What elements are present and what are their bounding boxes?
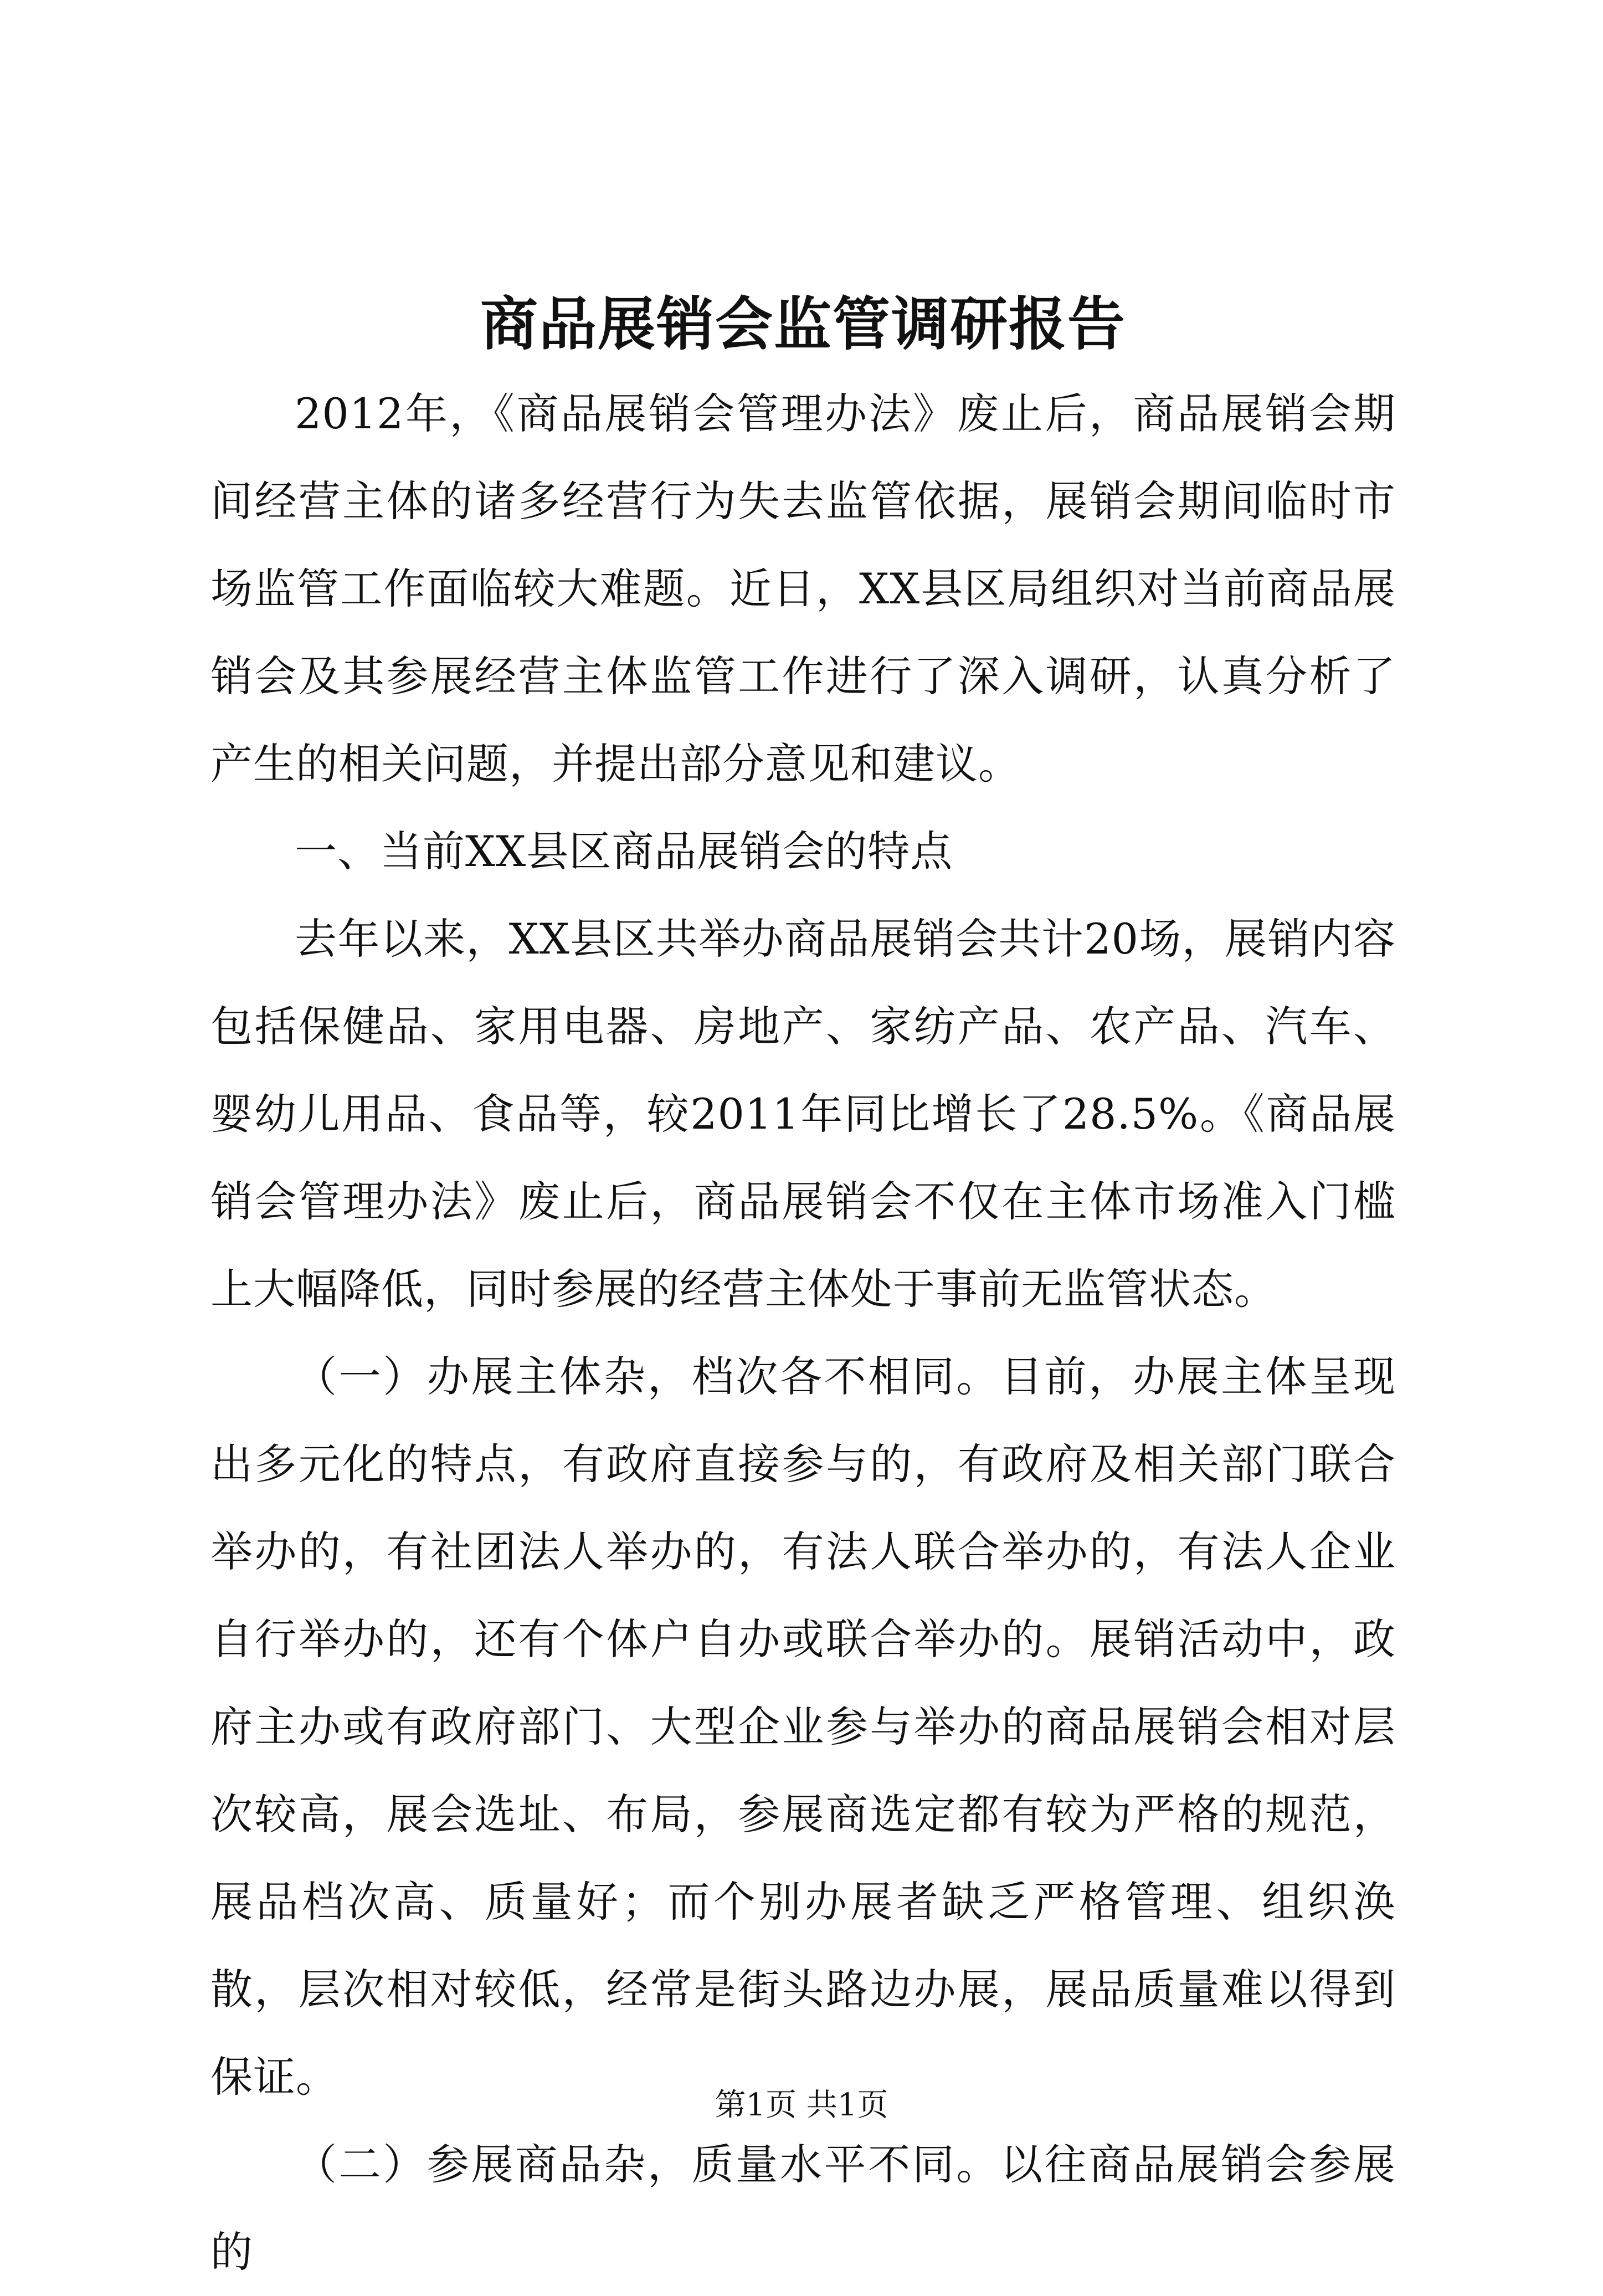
paragraph-overview: 去年以来，XX县区共举办商品展销会共计20场，展销内容包括保健品、家用电器、房地产、家纺产品、农产品、汽车、婴幼儿用品、食品等，较2011年同比增长了28.5%。《商品展销会管理办法》废止后，商品展销会不仅在主体市场准入门槛上大幅降低，同时参展的经营主体处于事前无监管状态。 xyxy=(210,914,1396,1314)
document-title: 商品展销会监管调研报告 xyxy=(480,290,1126,358)
section-heading-features: 一、当前XX县区商品展销会的特点 xyxy=(295,827,953,876)
document-body xyxy=(210,370,1396,2296)
paragraph-intro: 2012年，《商品展销会管理办法》废止后，商品展销会期间经营主体的诸多经营行为失去监管依据，展销会期间临时市场监管工作面临较大难题。近日，XX县区局组织对当前商品展销会及其参展经营主体监管工作进行了深入调研，认真分析了产生的相关问题，并提出部分意见和建议。 xyxy=(210,389,1396,788)
paragraph-subsection-2: （二）参展商品杂，质量水平不同。以往商品展销会参展的 xyxy=(210,2140,1396,2277)
paragraph-subsection-1: （一）办展主体杂，档次各不相同。目前，办展主体呈现出多元化的特点，有政府直接参与的，有政府及相关部门联合举办的，有社团法人举办的，有法人联合举办的，有法人企业自行举办的，还有个体户自办或联合举办的。展销活动中，政府主办或有政府部门、大型企业参与举办的商品展销会相对层次较高，展会选址、布局，参展商选定都有较为严格的规范，展品档次高、质量好；而个别办展者缺乏严格管理、组织涣散，层次相对较低，经常是街头路边办展，展品质量难以得到保证。 xyxy=(210,1352,1396,2102)
page-footer: 第1页 共1页 xyxy=(715,2087,888,2123)
